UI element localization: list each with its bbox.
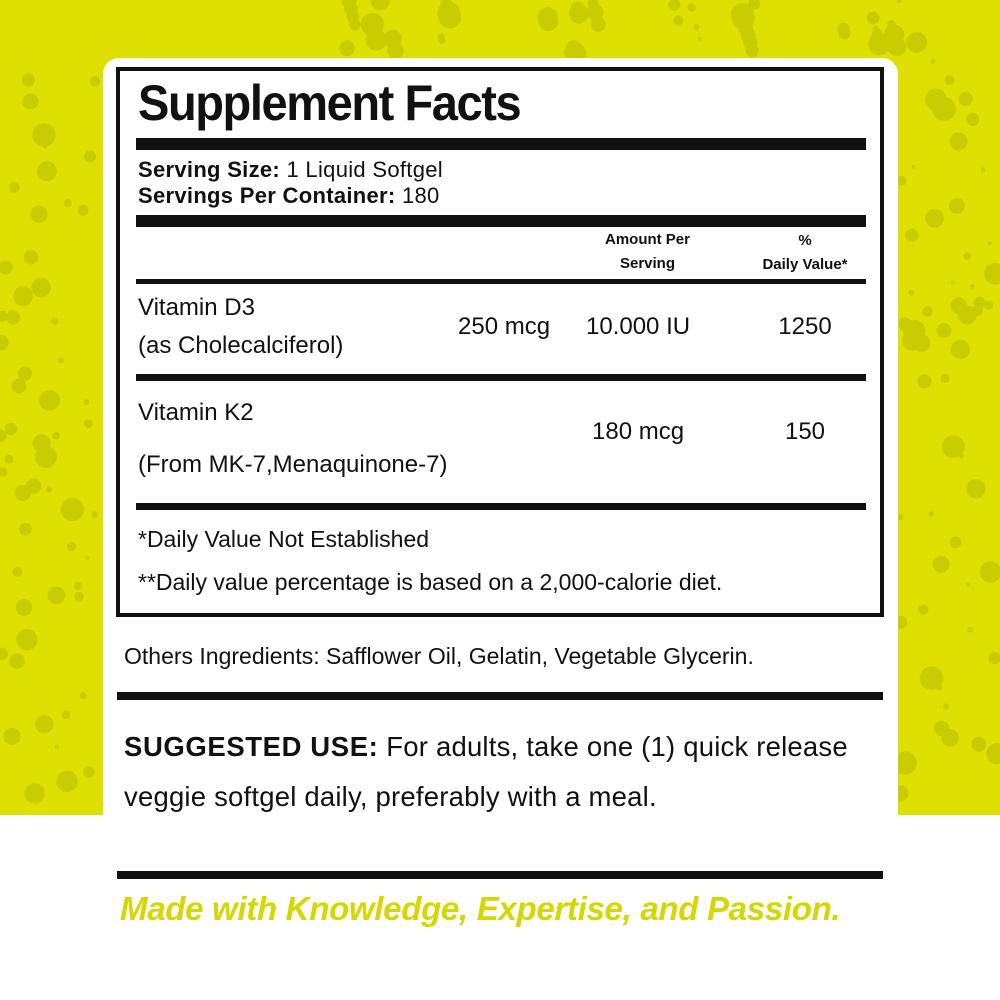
dot	[64, 199, 72, 207]
nutrient-daily-value: 1250	[778, 313, 832, 340]
dot	[933, 556, 950, 573]
supplement-facts-title: Supplement Facts	[138, 75, 521, 131]
dot	[5, 423, 17, 435]
dot	[970, 284, 975, 289]
dot	[16, 599, 33, 616]
servings-per-container-label: Servings Per Container:	[138, 183, 396, 208]
suggested-use-label: SUGGESTED USE:	[124, 731, 379, 762]
dot	[949, 132, 967, 150]
dot	[48, 586, 66, 604]
dot	[67, 542, 76, 551]
dot	[697, 37, 701, 41]
dot	[984, 263, 1000, 285]
dot	[6, 310, 20, 324]
footnote-not-established: *Daily Value Not Established	[138, 526, 430, 552]
dot	[343, 47, 352, 56]
dot	[16, 629, 37, 650]
dot	[673, 15, 683, 25]
divider	[117, 692, 883, 700]
dot	[11, 379, 26, 394]
dot	[353, 25, 358, 30]
dot	[928, 511, 933, 516]
dot	[56, 771, 77, 792]
thick-divider	[136, 138, 866, 150]
nutrient-amount-mass: 250 mcg	[458, 313, 551, 340]
servings-per-container-value: 180	[401, 183, 440, 208]
dot	[0, 260, 13, 274]
nutrient-daily-value: 150	[784, 418, 826, 445]
dot	[949, 198, 965, 214]
divider	[136, 279, 866, 284]
dot	[950, 536, 962, 548]
dot	[18, 366, 32, 380]
dot	[937, 323, 952, 338]
dot	[974, 297, 986, 309]
dot	[903, 320, 925, 342]
dot	[981, 168, 986, 173]
dot	[78, 205, 89, 216]
serving-size	[138, 157, 443, 183]
dot	[35, 715, 53, 733]
dot	[84, 151, 96, 163]
dot	[387, 42, 403, 58]
dot	[959, 92, 973, 106]
dot	[931, 59, 936, 64]
dot	[925, 209, 944, 228]
dot	[971, 737, 986, 752]
dot	[17, 294, 29, 306]
dot	[951, 340, 970, 359]
dot	[966, 479, 985, 498]
dot	[13, 567, 23, 577]
dot	[912, 165, 916, 169]
dot	[32, 123, 55, 146]
dot	[945, 75, 955, 85]
dot	[839, 27, 851, 39]
footnote-daily-value-basis: **Daily value percentage is based on a 2,000-calorie diet.	[138, 569, 723, 595]
dot	[439, 38, 446, 45]
serving-size-label: Serving Size:	[138, 157, 281, 182]
dot	[74, 582, 82, 590]
servings-per-container	[138, 183, 440, 209]
tagline: Made with Knowledge, Expertise, and Passion.	[120, 890, 841, 927]
dot	[3, 728, 20, 745]
dot	[925, 89, 947, 111]
dot	[964, 253, 971, 260]
dot	[51, 318, 58, 325]
dot	[591, 17, 606, 32]
dot	[0, 335, 9, 351]
dot	[39, 390, 60, 411]
dot	[52, 432, 60, 440]
daily-value-header	[750, 229, 860, 277]
dot	[906, 32, 927, 53]
dot	[84, 399, 90, 405]
dot	[877, 45, 886, 54]
nutrient-source: (as Cholecalciferol)	[138, 332, 344, 359]
dot	[951, 280, 955, 284]
nutrient-amount: 10.000 IU	[586, 313, 691, 340]
dot	[980, 561, 1000, 582]
dot	[688, 3, 696, 11]
nutrient-amount: 180 mcg	[592, 418, 685, 445]
dot	[84, 419, 93, 428]
divider	[117, 871, 883, 879]
dot	[668, 0, 680, 11]
dot	[24, 250, 38, 264]
dot	[897, 514, 903, 520]
divider	[136, 503, 866, 510]
dot	[746, 44, 759, 57]
dot	[989, 652, 1000, 664]
dot	[922, 306, 932, 316]
dot	[739, 22, 754, 37]
serving-size-value: 1 Liquid Softgel	[286, 157, 443, 182]
dot	[22, 94, 38, 110]
dot	[918, 605, 928, 615]
dot	[943, 704, 949, 710]
amount-header-line2: Serving	[619, 255, 676, 272]
suggested-use	[124, 722, 884, 822]
divider	[136, 374, 866, 381]
other-ingredients: Others Ingredients: Safflower Oil, Gelatin, Vegetable Glycerin.	[124, 643, 754, 669]
dot	[25, 783, 45, 803]
dot	[897, 176, 907, 186]
suggested-use-text: For adults, take one (1) quick release veggie softgel daily, preferably with a meal.	[124, 731, 848, 812]
dot	[31, 278, 51, 298]
dot	[920, 666, 944, 690]
dot	[5, 455, 14, 464]
dot	[74, 592, 84, 602]
dot	[61, 498, 84, 521]
dot	[966, 583, 970, 587]
dot	[539, 11, 559, 31]
dot	[0, 648, 8, 661]
dot	[366, 30, 387, 51]
dot	[987, 241, 991, 245]
dot	[9, 653, 24, 668]
dot	[46, 486, 52, 492]
dv-header-line1: %	[798, 232, 812, 249]
dot	[35, 446, 57, 468]
dot	[55, 745, 59, 749]
dot	[85, 556, 89, 560]
dot	[9, 182, 20, 193]
dot	[569, 4, 589, 24]
dot	[942, 435, 965, 458]
nutrient-source: (From MK-7,Menaquinone-7)	[138, 451, 448, 478]
dot	[22, 74, 35, 87]
thick-divider	[136, 215, 866, 227]
dot	[897, 0, 901, 3]
dot	[19, 523, 32, 536]
nutrient-name: Vitamin D3	[138, 294, 255, 321]
dot	[80, 692, 87, 699]
dot	[984, 301, 993, 310]
dot	[908, 290, 914, 296]
dot	[967, 627, 973, 633]
dot	[905, 229, 918, 242]
dot	[917, 374, 931, 388]
dot	[439, 6, 461, 28]
amount-header-line1: Amount Per	[604, 231, 690, 248]
dot	[37, 161, 57, 181]
dot	[951, 297, 968, 314]
dv-header-line2: Daily Value*	[762, 256, 848, 273]
dot	[867, 12, 880, 25]
dot	[986, 743, 1000, 764]
dot	[15, 485, 31, 501]
dot	[0, 467, 8, 477]
nutrient-name: Vitamin K2	[138, 399, 254, 426]
dot	[92, 511, 99, 518]
dot	[934, 721, 949, 736]
dot	[62, 711, 71, 720]
dot	[30, 206, 47, 223]
amount-per-serving-header	[585, 228, 710, 276]
dot	[90, 76, 100, 86]
dot	[966, 113, 979, 126]
dot	[371, 0, 390, 10]
dot	[83, 766, 95, 778]
dot	[58, 358, 64, 364]
dot	[941, 374, 950, 383]
dot	[694, 24, 700, 30]
